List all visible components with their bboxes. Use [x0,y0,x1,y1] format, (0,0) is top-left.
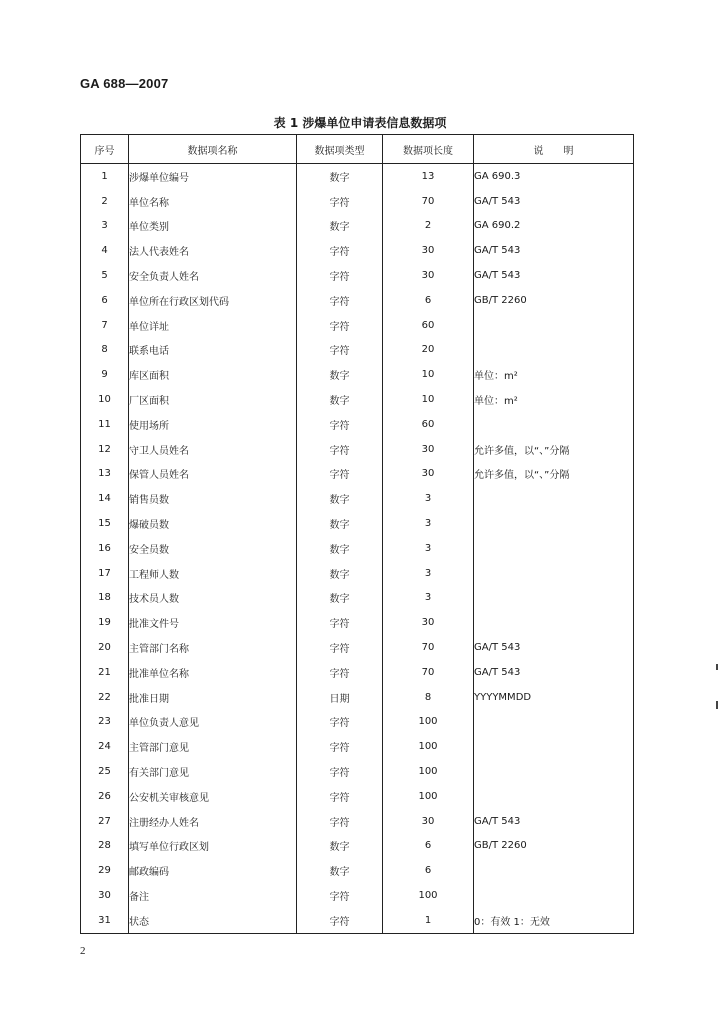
row-item-name-cell: 注册经办人姓名 [129,809,297,834]
row-seq-cell: 23 [81,710,129,735]
table-row [81,362,634,387]
table-row [81,462,634,487]
row-seq-cell: 29 [81,858,129,883]
row-item-length-cell: 70 [383,635,474,660]
table-row [81,387,634,412]
row-note-cell [474,536,634,561]
row-item-name-cell: 厂区面积 [129,387,297,412]
row-item-name-cell: 有关部门意见 [129,759,297,784]
row-seq-cell: 21 [81,660,129,685]
row-item-length-cell: 6 [383,288,474,313]
row-item-name-cell: 填写单位行政区划 [129,834,297,859]
table-row [81,635,634,660]
row-note-cell [474,759,634,784]
row-item-length-cell: 20 [383,338,474,363]
row-seq-cell: 17 [81,561,129,586]
table-row [81,908,634,933]
row-seq-cell: 8 [81,338,129,363]
row-item-type-cell: 字符 [297,412,383,437]
row-seq-cell: 14 [81,486,129,511]
row-item-name-cell: 批准文件号 [129,610,297,635]
table-row [81,238,634,263]
standard-code-header: GA 688—2007 [80,76,169,91]
row-item-type-cell: 字符 [297,660,383,685]
row-seq-cell: 10 [81,387,129,412]
row-seq-cell: 12 [81,437,129,462]
row-item-type-cell: 字符 [297,710,383,735]
row-item-length-cell: 100 [383,734,474,759]
row-item-type-cell: 字符 [297,734,383,759]
page-number: 2 [80,945,86,957]
row-seq-cell: 3 [81,214,129,239]
row-note-cell [474,338,634,363]
table-title: 表 1 涉爆单位申请表信息数据项 [273,116,447,130]
table-row [81,263,634,288]
row-seq-cell: 11 [81,412,129,437]
row-note-cell [474,511,634,536]
row-note-cell: 单位：m² [474,362,634,387]
row-seq-cell: 25 [81,759,129,784]
row-seq-cell: 13 [81,462,129,487]
row-item-length-cell: 3 [383,536,474,561]
row-note-cell [474,586,634,611]
row-item-length-cell: 13 [383,164,474,189]
row-note-cell: GA/T 543 [474,263,634,288]
row-item-name-cell: 批准单位名称 [129,660,297,685]
row-item-name-cell: 库区面积 [129,362,297,387]
table-row [81,734,634,759]
table-row [81,412,634,437]
row-seq-cell: 27 [81,809,129,834]
row-item-length-cell: 2 [383,214,474,239]
row-seq-cell: 26 [81,784,129,809]
row-item-name-cell: 法人代表姓名 [129,238,297,263]
row-item-type-cell: 数字 [297,536,383,561]
row-item-name-cell: 销售员数 [129,486,297,511]
table-row [81,883,634,908]
column-header-item-name: 数据项名称 [129,135,297,164]
row-item-name-cell: 批准日期 [129,685,297,710]
row-item-type-cell: 字符 [297,263,383,288]
row-item-type-cell: 数字 [297,511,383,536]
row-note-cell [474,784,634,809]
row-note-cell [474,858,634,883]
row-item-name-cell: 公安机关审核意见 [129,784,297,809]
data-items-table [80,134,634,934]
header-row [81,135,634,164]
row-item-type-cell: 数字 [297,362,383,387]
row-seq-cell: 6 [81,288,129,313]
row-item-length-cell: 3 [383,561,474,586]
row-item-type-cell: 数字 [297,586,383,611]
scan-edge-mark [716,701,718,709]
row-item-type-cell: 字符 [297,288,383,313]
column-header-seq: 序号 [81,135,129,164]
row-item-name-cell: 爆破员数 [129,511,297,536]
row-item-length-cell: 6 [383,858,474,883]
row-item-length-cell: 100 [383,759,474,784]
table-row [81,784,634,809]
row-item-length-cell: 30 [383,263,474,288]
row-item-length-cell: 60 [383,412,474,437]
column-header-note: 说 明 [474,135,634,164]
row-note-cell [474,610,634,635]
table-row [81,313,634,338]
row-item-length-cell: 30 [383,238,474,263]
row-item-length-cell: 30 [383,610,474,635]
row-note-cell: GA 690.2 [474,214,634,239]
row-item-name-cell: 涉爆单位编号 [129,164,297,189]
row-note-cell: YYYYMMDD [474,685,634,710]
table-header [81,135,634,164]
table-row [81,834,634,859]
row-item-name-cell: 单位负责人意见 [129,710,297,735]
row-item-length-cell: 1 [383,908,474,933]
table-row [81,660,634,685]
row-note-cell: GB/T 2260 [474,834,634,859]
row-item-length-cell: 100 [383,784,474,809]
table-row [81,214,634,239]
row-item-length-cell: 30 [383,809,474,834]
row-item-type-cell: 字符 [297,809,383,834]
row-seq-cell: 19 [81,610,129,635]
row-item-length-cell: 3 [383,511,474,536]
row-item-length-cell: 70 [383,660,474,685]
row-item-name-cell: 单位名称 [129,189,297,214]
row-note-cell: GA/T 543 [474,189,634,214]
row-item-name-cell: 安全负责人姓名 [129,263,297,288]
row-seq-cell: 15 [81,511,129,536]
column-header-item-length: 数据项长度 [383,135,474,164]
row-seq-cell: 16 [81,536,129,561]
row-note-cell [474,734,634,759]
row-item-name-cell: 主管部门名称 [129,635,297,660]
row-item-type-cell: 数字 [297,387,383,412]
row-note-cell: GA/T 543 [474,238,634,263]
row-note-cell: 允许多值，以“、”分隔 [474,437,634,462]
row-item-type-cell: 日期 [297,685,383,710]
row-note-cell: GA 690.3 [474,164,634,189]
row-item-type-cell: 字符 [297,462,383,487]
row-note-cell [474,412,634,437]
row-item-type-cell: 字符 [297,883,383,908]
row-item-length-cell: 3 [383,486,474,511]
row-item-type-cell: 数字 [297,858,383,883]
row-seq-cell: 31 [81,908,129,933]
row-note-cell: GB/T 2260 [474,288,634,313]
row-note-cell: GA/T 543 [474,635,634,660]
row-seq-cell: 18 [81,586,129,611]
row-item-type-cell: 字符 [297,784,383,809]
row-seq-cell: 7 [81,313,129,338]
table-row [81,759,634,784]
row-item-name-cell: 主管部门意见 [129,734,297,759]
row-seq-cell: 28 [81,834,129,859]
table-row [81,586,634,611]
row-item-type-cell: 数字 [297,486,383,511]
table-row [81,437,634,462]
row-item-type-cell: 字符 [297,189,383,214]
row-item-type-cell: 字符 [297,338,383,363]
row-item-name-cell: 保管人员姓名 [129,462,297,487]
row-item-name-cell: 联系电话 [129,338,297,363]
row-item-length-cell: 6 [383,834,474,859]
row-note-cell: GA/T 543 [474,660,634,685]
row-seq-cell: 30 [81,883,129,908]
row-note-cell: GA/T 543 [474,809,634,834]
row-seq-cell: 20 [81,635,129,660]
row-item-name-cell: 邮政编码 [129,858,297,883]
column-header-item-type: 数据项类型 [297,135,383,164]
table-row [81,610,634,635]
table-row [81,710,634,735]
row-item-type-cell: 数字 [297,164,383,189]
row-item-name-cell: 安全员数 [129,536,297,561]
table-row [81,486,634,511]
row-item-length-cell: 60 [383,313,474,338]
row-seq-cell: 2 [81,189,129,214]
row-item-length-cell: 100 [383,710,474,735]
row-seq-cell: 22 [81,685,129,710]
row-item-name-cell: 守卫人员姓名 [129,437,297,462]
row-item-name-cell: 使用场所 [129,412,297,437]
table-row [81,809,634,834]
table-row [81,536,634,561]
table-row [81,561,634,586]
row-note-cell [474,561,634,586]
table-row [81,858,634,883]
row-item-length-cell: 30 [383,462,474,487]
row-item-name-cell: 单位类别 [129,214,297,239]
row-note-cell: 允许多值，以“、”分隔 [474,462,634,487]
row-item-type-cell: 字符 [297,759,383,784]
row-item-name-cell: 状态 [129,908,297,933]
row-item-type-cell: 字符 [297,313,383,338]
table-row [81,511,634,536]
row-item-type-cell: 数字 [297,834,383,859]
row-item-type-cell: 字符 [297,908,383,933]
row-item-length-cell: 100 [383,883,474,908]
row-item-type-cell: 字符 [297,238,383,263]
row-item-type-cell: 字符 [297,635,383,660]
table-row [81,685,634,710]
row-item-length-cell: 10 [383,387,474,412]
row-item-type-cell: 字符 [297,437,383,462]
row-item-length-cell: 8 [383,685,474,710]
row-note-cell [474,883,634,908]
row-item-length-cell: 10 [383,362,474,387]
table-row [81,164,634,189]
row-item-name-cell: 工程师人数 [129,561,297,586]
row-item-length-cell: 3 [383,586,474,611]
row-note-cell: 单位：m² [474,387,634,412]
row-note-cell [474,710,634,735]
table-row [81,338,634,363]
row-item-type-cell: 数字 [297,214,383,239]
row-item-type-cell: 字符 [297,610,383,635]
table-row [81,288,634,313]
row-note-cell [474,486,634,511]
row-item-name-cell: 单位详址 [129,313,297,338]
row-item-name-cell: 单位所在行政区划代码 [129,288,297,313]
row-item-type-cell: 数字 [297,561,383,586]
row-item-name-cell: 技术员人数 [129,586,297,611]
table-body [81,164,634,934]
row-seq-cell: 24 [81,734,129,759]
row-seq-cell: 1 [81,164,129,189]
row-note-cell [474,313,634,338]
row-item-length-cell: 30 [383,437,474,462]
scan-edge-mark [716,664,718,670]
row-note-cell: 0：有效 1：无效 [474,908,634,933]
row-seq-cell: 9 [81,362,129,387]
table-row [81,189,634,214]
row-item-name-cell: 备注 [129,883,297,908]
row-seq-cell: 5 [81,263,129,288]
row-seq-cell: 4 [81,238,129,263]
row-item-length-cell: 70 [383,189,474,214]
